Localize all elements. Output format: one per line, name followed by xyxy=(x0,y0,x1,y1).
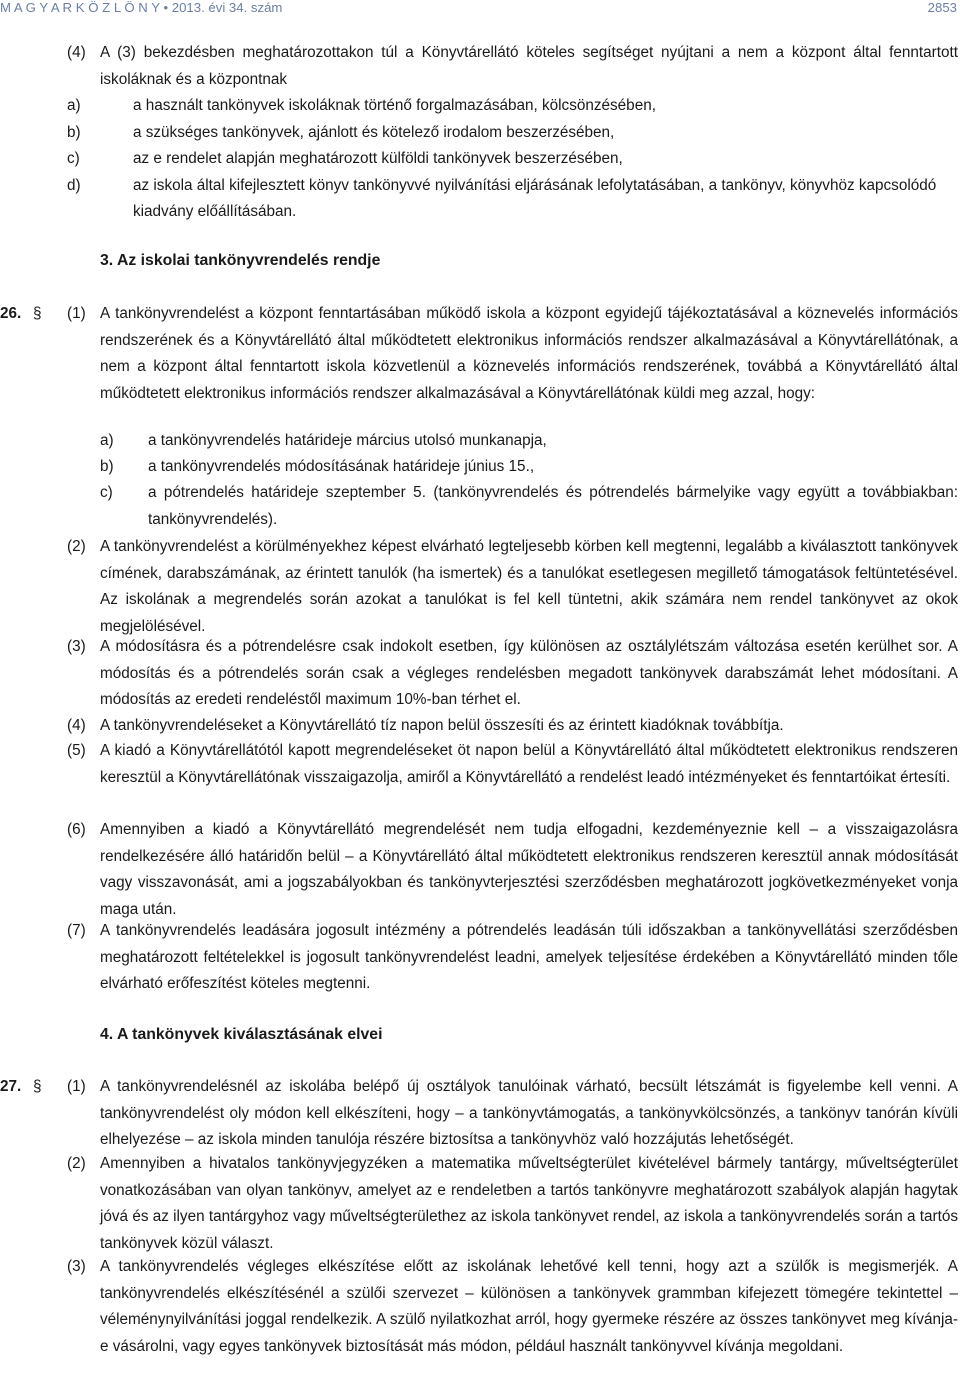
item-letter: b) xyxy=(67,123,81,141)
section-heading: 3. Az iskolai tankönyvrendelés rendje xyxy=(100,252,381,269)
paragraph-sign: § xyxy=(33,305,42,322)
subsection-text: Amennyiben a kiadó a Könyvtárellátó megrendelését nem tudja elfogadni, kezdeményeznie kell – a visszaigazolásra rendelkezésére álló határidőn belül – a Könyvtárellátó által működtetett elektronikus rendszeren keresztül annak módosítását vagy visszavonását, ami a jogszabályokban és tankönyvterjesztési szerződésben meghatározott jogkövetkezményeket vonja maga után. xyxy=(100,821,958,918)
subsection-number: (2) xyxy=(67,538,86,555)
subsection-number: (5) xyxy=(67,742,86,759)
section-heading: 4. A tankönyvek kiválasztásának elvei xyxy=(100,1026,383,1043)
subsection-number: (2) xyxy=(67,1155,86,1172)
page-header xyxy=(0,0,960,14)
subsection-text: A kiadó a Könyvtárellátótól kapott megrendeléseket öt napon belül a Könyvtárellátó által működtetett elektronikus rendszeren keresztül a Könyvtárellátónak visszaigazolja, amiről a Könyvtárellátó a rendelést leadó intézményeket és fenntartóikat értesíti. xyxy=(100,742,958,786)
section-number: 27. xyxy=(0,1078,22,1095)
subsection-number: (4) xyxy=(67,44,86,61)
subsection-number: (3) xyxy=(67,1258,86,1275)
subsection-number: (1) xyxy=(67,1078,86,1095)
item-letter: a) xyxy=(100,432,114,449)
paragraph-sign: § xyxy=(33,1078,42,1095)
item-text: a tankönyvrendelés határideje március utolsó munkanapja, xyxy=(148,432,547,449)
subsection-number: (6) xyxy=(67,821,86,838)
subsection-text: A (3) bekezdésben meghatározottakon túl a Könyvtárellátó köteles segítséget nyújtani a nem a központ által fenntartott iskoláknak és a központnak xyxy=(100,44,958,88)
item-text: a tankönyvrendelés módosításának határideje június 15., xyxy=(148,458,535,475)
subsection-number: (4) xyxy=(67,717,86,734)
page-number: 2853 xyxy=(927,0,957,15)
subsection-text: Amennyiben a hivatalos tankönyvjegyzéken a matematika műveltségterület kivételével bármely tantárgy, műveltségterület vonatkozásában van olyan tankönyv, amelyet az e rendeletben a tartós tankönyvre meghatározott szabályok alapján hagytak jóvá és az ilyen tantárgyhoz vagy műveltségterülethez az iskola tankönyvet rendel, az iskola a tankönyvrendelés során a tartós tankönyvek közül választ. xyxy=(100,1155,958,1252)
subsection-text: A tankönyvrendelést a körülményekhez képest elvárható legteljesebb körben kell megtenni, legalább a kiválasztott tankönyvek címének, darabszámának, az érintett tanulók (ha ismertek) és a tanulókat esetlegesen megillető támogatások feltüntetésével. Az iskolának a megrendelés során azokat a tanulókat is fel kell tüntetni, akik számára nem rendel tankönyvet az okok megjelölésével. xyxy=(100,538,958,635)
subsection-text: A tankönyvrendeléseket a Könyvtárellátó tíz napon belül összesíti és az érintett kiadóknak továbbítja. xyxy=(100,717,784,734)
subsection-text: A tankönyvrendelést a központ fenntartásában működő iskola a központ egyidejű tájékoztatásával a köznevelés információs rendszerének és a Könyvtárellátó által működtetett elektronikus információs rendszer alkalmazásával a Könyvtárellátónak, a nem a központ által fenntartott iskola közvetlenül a köznevelés információs rendszerének, továbbá a Könyvtárellátó által működtetett elektronikus információs rendszer alkalmazásával a Könyvtárellátónak küldi meg azzal, hogy: xyxy=(100,305,958,402)
subsection-text: A módosításra és a pótrendelésre csak indokolt esetben, így különösen az osztálylétszám változása esetén kerülhet sor. A módosítás és a pótrendelés során csak a végleges rendelésben megadott tankönyvek darabszámát lehet módosítani. A módosítás az eredeti rendeléstől maximum 10%-ban térhet el. xyxy=(100,638,958,708)
subsection-text: A tankönyvrendelésnél az iskolába belépő új osztályok tanulóinak várható, becsült létszámát is figyelembe kell venni. A tankönyvrendelést oly módon kell elkészíteni, hogy – a tankönyvtámogatás, a tankönyvkölcsönzés, a tankönyv tanórán kívüli elhelyezése – az iskola minden tanulója részére biztosítsa a tankönyvhöz való hozzájutás lehetőségét. xyxy=(100,1078,958,1148)
item-text: az iskola által kifejlesztett könyv tankönyvvé nyilvánítási eljárásának lefolytatásában, a tankönyv, könyvhöz kapcsolódó kiadvány előállításában. xyxy=(133,176,937,220)
section-number: 26. xyxy=(0,305,22,322)
item-letter: a) xyxy=(67,97,81,114)
item-letter: b) xyxy=(100,458,114,475)
journal-title: M A G Y A R K Ö Z L Ö N Y • 2013. évi 34. szám xyxy=(0,0,283,15)
item-letter: c) xyxy=(67,150,80,167)
subsection-number: (1) xyxy=(67,305,86,322)
subsection-text: A tankönyvrendelés végleges elkészítése előtt az iskolának lehetővé kell tenni, hogy azt a szülők is megismerjék. A tankönyvrendelés elkészítésénél a szülői szervezet – különösen a tankönyvek grammban kifejezett tömegére tekintettel – véleménynyilvánítási joggal rendelkezik. A szülő nyilatkozhat arról, hogy gyermeke részére az összes tankönyvet meg kívánja-e vásárolni, vagy egyes tankönyvek biztosítását más módon, például használt tankönyvvel kívánja megoldani. xyxy=(100,1258,958,1355)
item-text: az e rendelet alapján meghatározott külföldi tankönyvek beszerzésében, xyxy=(133,150,623,167)
item-letter: d) xyxy=(67,176,81,194)
item-text: a pótrendelés határideje szeptember 5. (tankönyvrendelés és pótrendelés bármelyike vagy együtt a továbbiakban: tankönyvrendelés). xyxy=(148,484,958,528)
subsection-text: A tankönyvrendelés leadására jogosult intézmény a pótrendelés leadásán túli időszakban a tankönyvellátási szerződésben meghatározott feltételekkel is jogosult tankönyvrendelést leadni, amelyek teljesítése érdekében a Könyvtárellátó minden tőle elvárható erőfeszítést köteles megtenni. xyxy=(100,922,958,992)
subsection-number: (7) xyxy=(67,922,86,939)
item-letter: c) xyxy=(100,484,113,501)
item-text: a szükséges tankönyvek, ajánlott és kötelező irodalom beszerzésében, xyxy=(133,123,615,141)
subsection-number: (3) xyxy=(67,638,86,655)
item-text: a használt tankönyvek iskoláknak történő forgalmazásában, kölcsönzésében, xyxy=(133,97,656,114)
